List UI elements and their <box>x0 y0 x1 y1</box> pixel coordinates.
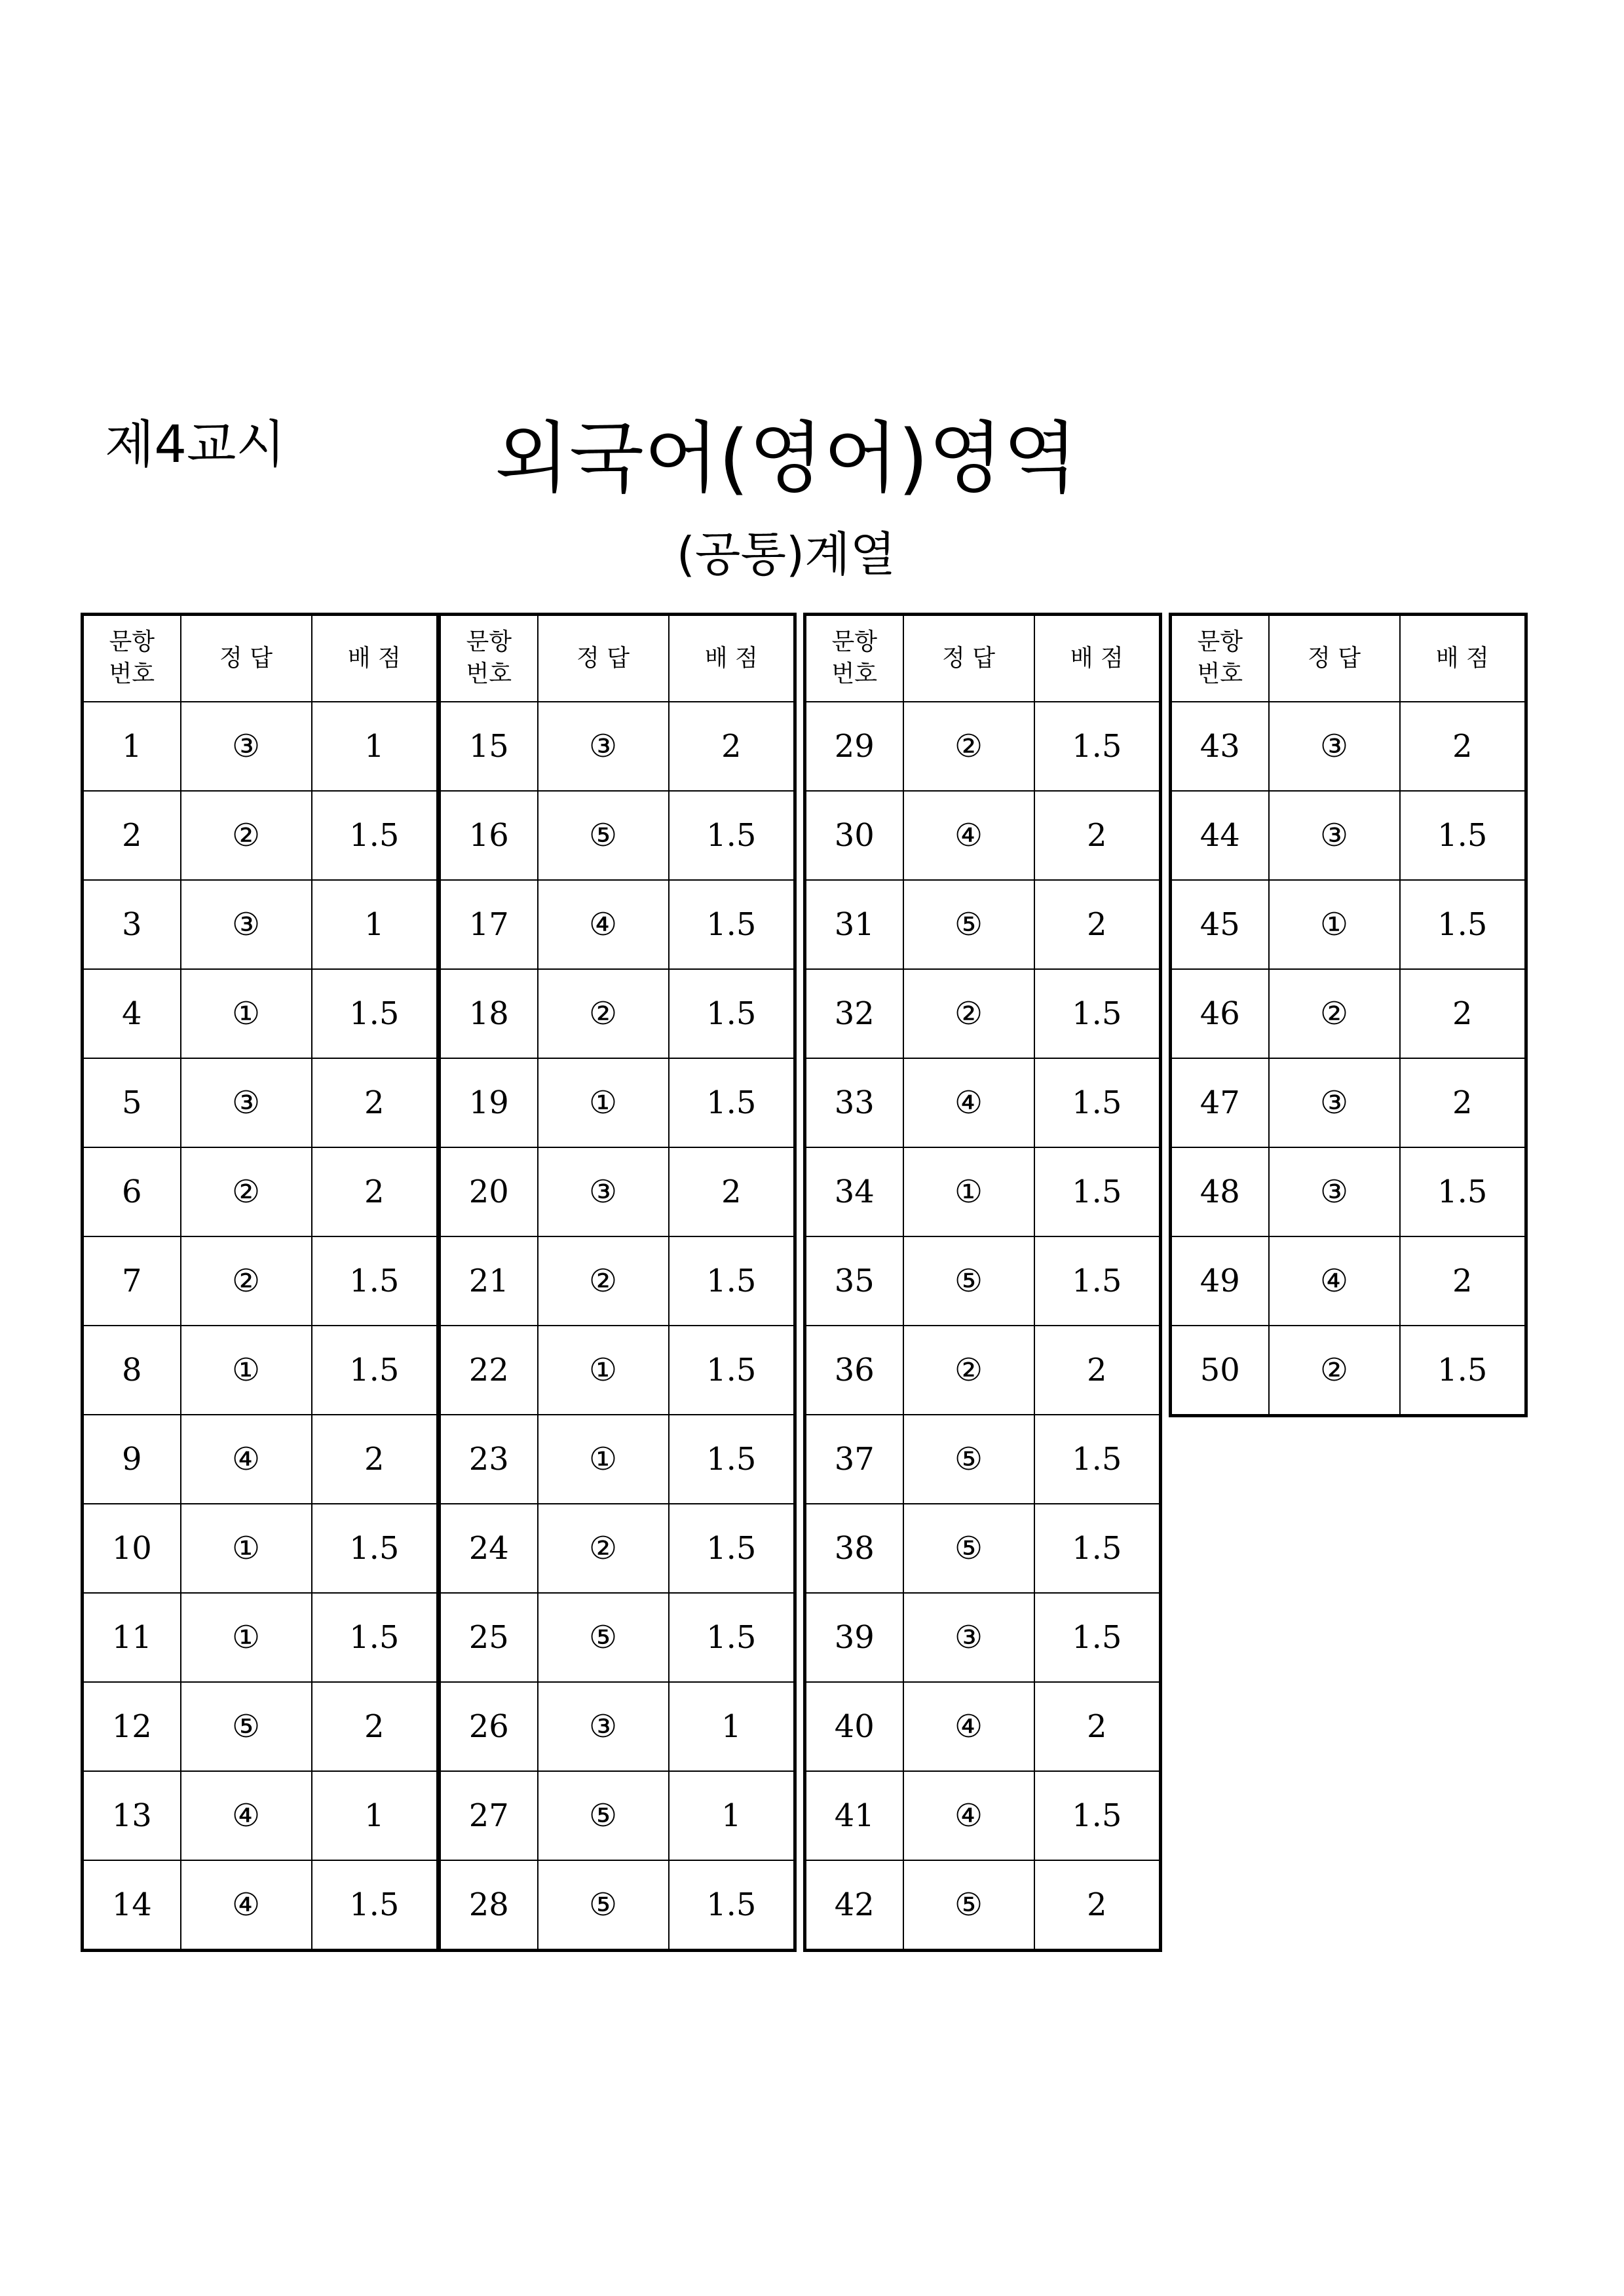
correct-answer: ④ <box>903 791 1034 880</box>
score-value: 1.5 <box>669 1860 795 1951</box>
score-value: 2 <box>1400 1236 1526 1326</box>
score-value: 1.5 <box>312 1593 438 1682</box>
question-number: 7 <box>83 1236 181 1326</box>
score-value: 1.5 <box>1400 1147 1526 1236</box>
score-value: 1 <box>669 1771 795 1860</box>
table-row <box>805 880 1161 969</box>
table-row <box>805 791 1161 880</box>
table-row <box>1171 969 1526 1058</box>
table-row <box>440 1236 795 1326</box>
table-row <box>1171 1058 1526 1147</box>
table-row <box>805 1058 1161 1147</box>
score-value: 2 <box>1400 702 1526 791</box>
score-value: 1.5 <box>1034 1147 1161 1236</box>
correct-answer: ① <box>1269 880 1400 969</box>
question-number: 45 <box>1171 880 1269 969</box>
score-value: 1.5 <box>669 1593 795 1682</box>
correct-answer: ⑤ <box>538 791 669 880</box>
correct-answer: ② <box>538 1504 669 1593</box>
correct-answer: ① <box>538 1326 669 1415</box>
correct-answer: ⑤ <box>538 1771 669 1860</box>
question-number-header <box>1171 615 1269 702</box>
question-number: 43 <box>1171 702 1269 791</box>
score-value: 1.5 <box>669 791 795 880</box>
question-number: 6 <box>83 1147 181 1236</box>
correct-answer: ③ <box>1269 791 1400 880</box>
question-number: 50 <box>1171 1326 1269 1416</box>
question-number: 47 <box>1171 1058 1269 1147</box>
table-row <box>440 1593 795 1682</box>
question-number: 48 <box>1171 1147 1269 1236</box>
score-value: 2 <box>1400 969 1526 1058</box>
score-value: 1.5 <box>669 880 795 969</box>
answer-header: 정 답 <box>1269 615 1400 702</box>
correct-answer: ⑤ <box>181 1682 312 1771</box>
correct-answer: ④ <box>181 1771 312 1860</box>
correct-answer: ④ <box>1269 1236 1400 1326</box>
question-number: 26 <box>440 1682 538 1771</box>
correct-answer: ③ <box>538 1682 669 1771</box>
correct-answer: ① <box>181 1504 312 1593</box>
table-row <box>440 1326 795 1415</box>
header-label: 문항 <box>109 628 155 656</box>
correct-answer: ④ <box>903 1771 1034 1860</box>
table-row <box>440 1682 795 1771</box>
question-number: 30 <box>805 791 903 880</box>
table-row <box>440 1504 795 1593</box>
score-value: 1.5 <box>669 1415 795 1504</box>
table-row <box>1171 702 1526 791</box>
table-row <box>440 702 795 791</box>
score-value: 1.5 <box>312 1504 438 1593</box>
correct-answer: ③ <box>181 1058 312 1147</box>
score-value: 2 <box>312 1415 438 1504</box>
correct-answer: ④ <box>181 1860 312 1951</box>
correct-answer: ① <box>181 1326 312 1415</box>
correct-answer: ⑤ <box>903 1504 1034 1593</box>
score-value: 1.5 <box>312 1236 438 1326</box>
table-row <box>83 1504 438 1593</box>
correct-answer: ③ <box>1269 1147 1400 1236</box>
score-value: 1.5 <box>1034 702 1161 791</box>
correct-answer: ⑤ <box>538 1593 669 1682</box>
header-label: 문항 <box>1197 628 1243 656</box>
correct-answer: ⑤ <box>903 1236 1034 1326</box>
question-number: 5 <box>83 1058 181 1147</box>
table-row <box>805 1326 1161 1415</box>
correct-answer: ⑤ <box>538 1860 669 1951</box>
question-number: 4 <box>83 969 181 1058</box>
table-row <box>83 1236 438 1326</box>
score-value: 2 <box>669 1147 795 1236</box>
score-value: 1.5 <box>1034 969 1161 1058</box>
table-row <box>805 1236 1161 1326</box>
score-value: 1.5 <box>1034 1771 1161 1860</box>
score-value: 1.5 <box>669 1236 795 1326</box>
score-value: 1.5 <box>312 791 438 880</box>
score-value: 1 <box>312 702 438 791</box>
correct-answer: ③ <box>538 1147 669 1236</box>
score-value: 1 <box>312 880 438 969</box>
question-number: 12 <box>83 1682 181 1771</box>
question-number: 49 <box>1171 1236 1269 1326</box>
correct-answer: ② <box>538 969 669 1058</box>
table-row <box>805 1415 1161 1504</box>
answer-header: 정 답 <box>903 615 1034 702</box>
question-number: 40 <box>805 1682 903 1771</box>
correct-answer: ② <box>538 1236 669 1326</box>
correct-answer: ⑤ <box>903 880 1034 969</box>
header-label: 번호 <box>466 660 512 687</box>
question-number: 44 <box>1171 791 1269 880</box>
score-value: 2 <box>1034 880 1161 969</box>
question-number: 25 <box>440 1593 538 1682</box>
question-number: 14 <box>83 1860 181 1951</box>
score-header: 배 점 <box>1034 615 1161 702</box>
score-value: 1.5 <box>1034 1593 1161 1682</box>
correct-answer: ③ <box>181 702 312 791</box>
table-row <box>83 1147 438 1236</box>
table-row <box>83 1415 438 1504</box>
correct-answer: ① <box>181 969 312 1058</box>
question-number: 13 <box>83 1771 181 1860</box>
answer-header: 정 답 <box>538 615 669 702</box>
correct-answer: ④ <box>181 1415 312 1504</box>
score-value: 1 <box>312 1771 438 1860</box>
score-value: 1.5 <box>1400 791 1526 880</box>
table-row <box>1171 880 1526 969</box>
question-number: 46 <box>1171 969 1269 1058</box>
table-row <box>440 1147 795 1236</box>
table-header-row <box>1171 615 1526 702</box>
header-label: 번호 <box>109 660 155 687</box>
question-number: 38 <box>805 1504 903 1593</box>
correct-answer: ③ <box>181 880 312 969</box>
table-row <box>805 1504 1161 1593</box>
table-row <box>440 1058 795 1147</box>
table-row <box>83 1860 438 1951</box>
exam-period: 제4교시 <box>105 415 286 474</box>
table-row <box>805 1682 1161 1771</box>
table-row <box>83 969 438 1058</box>
answer-header: 정 답 <box>181 615 312 702</box>
question-number: 34 <box>805 1147 903 1236</box>
table-row <box>440 791 795 880</box>
table-row <box>83 1326 438 1415</box>
header-label: 문항 <box>831 628 878 656</box>
correct-answer: ③ <box>1269 702 1400 791</box>
score-value: 1.5 <box>312 969 438 1058</box>
question-number: 42 <box>805 1860 903 1951</box>
header-label: 번호 <box>1197 660 1243 687</box>
question-number: 27 <box>440 1771 538 1860</box>
question-number: 16 <box>440 791 538 880</box>
question-number: 36 <box>805 1326 903 1415</box>
question-number: 35 <box>805 1236 903 1326</box>
score-value: 2 <box>1034 791 1161 880</box>
question-number: 10 <box>83 1504 181 1593</box>
table-row <box>440 1771 795 1860</box>
correct-answer: ① <box>903 1147 1034 1236</box>
score-value: 1.5 <box>669 1326 795 1415</box>
question-number-header <box>440 615 538 702</box>
question-number: 11 <box>83 1593 181 1682</box>
page-title: 외국어(영어)영역 <box>495 413 1078 503</box>
table-row <box>440 880 795 969</box>
correct-answer: ① <box>538 1415 669 1504</box>
header-label: 문항 <box>466 628 512 656</box>
table-row <box>440 969 795 1058</box>
table-header-row <box>440 615 795 702</box>
correct-answer: ② <box>181 1236 312 1326</box>
score-value: 1.5 <box>669 969 795 1058</box>
table-row <box>83 1771 438 1860</box>
question-number: 2 <box>83 791 181 880</box>
answer-block-1 <box>81 613 440 1952</box>
question-number: 8 <box>83 1326 181 1415</box>
score-header: 배 점 <box>669 615 795 702</box>
correct-answer: ② <box>903 702 1034 791</box>
question-number: 19 <box>440 1058 538 1147</box>
score-header: 배 점 <box>312 615 438 702</box>
question-number: 21 <box>440 1236 538 1326</box>
score-value: 1.5 <box>669 1058 795 1147</box>
score-value: 1.5 <box>1034 1415 1161 1504</box>
score-value: 2 <box>1034 1860 1161 1951</box>
question-number: 9 <box>83 1415 181 1504</box>
correct-answer: ④ <box>903 1058 1034 1147</box>
question-number: 41 <box>805 1771 903 1860</box>
table-row <box>1171 1326 1526 1416</box>
question-number: 3 <box>83 880 181 969</box>
answer-block-4 <box>1169 613 1528 1417</box>
question-number: 39 <box>805 1593 903 1682</box>
correct-answer: ② <box>181 1147 312 1236</box>
question-number: 15 <box>440 702 538 791</box>
table-header-row <box>805 615 1161 702</box>
table-row <box>83 1593 438 1682</box>
correct-answer: ⑤ <box>903 1860 1034 1951</box>
score-value: 1.5 <box>669 1504 795 1593</box>
table-row <box>440 1415 795 1504</box>
question-number: 32 <box>805 969 903 1058</box>
correct-answer: ③ <box>1269 1058 1400 1147</box>
table-row <box>440 1860 795 1951</box>
table-row <box>1171 1236 1526 1326</box>
score-header: 배 점 <box>1400 615 1526 702</box>
score-value: 1.5 <box>1400 880 1526 969</box>
question-number: 31 <box>805 880 903 969</box>
question-number-header <box>805 615 903 702</box>
table-row <box>805 1771 1161 1860</box>
question-number: 20 <box>440 1147 538 1236</box>
question-number: 37 <box>805 1415 903 1504</box>
answer-block-3 <box>803 613 1162 1952</box>
table-row <box>1171 791 1526 880</box>
correct-answer: ① <box>538 1058 669 1147</box>
score-value: 2 <box>1400 1058 1526 1147</box>
score-value: 2 <box>669 702 795 791</box>
score-value: 1.5 <box>1034 1504 1161 1593</box>
correct-answer: ② <box>1269 1326 1400 1416</box>
table-row <box>83 1058 438 1147</box>
score-value: 1.5 <box>312 1860 438 1951</box>
score-value: 1.5 <box>312 1326 438 1415</box>
question-number: 18 <box>440 969 538 1058</box>
correct-answer: ④ <box>903 1682 1034 1771</box>
score-value: 1 <box>669 1682 795 1771</box>
question-number: 33 <box>805 1058 903 1147</box>
score-value: 2 <box>312 1147 438 1236</box>
score-value: 1.5 <box>1034 1236 1161 1326</box>
table-row <box>1171 1147 1526 1236</box>
correct-answer: ⑤ <box>903 1415 1034 1504</box>
table-row <box>83 791 438 880</box>
table-row <box>805 1593 1161 1682</box>
table-header-row <box>83 615 438 702</box>
question-number: 29 <box>805 702 903 791</box>
question-number: 17 <box>440 880 538 969</box>
score-value: 2 <box>1034 1682 1161 1771</box>
page-subtitle: (공통)계열 <box>676 527 896 582</box>
score-value: 1.5 <box>1034 1058 1161 1147</box>
score-value: 1.5 <box>1400 1326 1526 1416</box>
answer-block-2 <box>438 613 797 1952</box>
header-label: 번호 <box>831 660 878 687</box>
question-number: 28 <box>440 1860 538 1951</box>
table-row <box>805 1860 1161 1951</box>
correct-answer: ② <box>181 791 312 880</box>
score-value: 2 <box>312 1058 438 1147</box>
question-number: 22 <box>440 1326 538 1415</box>
table-row <box>83 880 438 969</box>
table-row <box>83 702 438 791</box>
score-value: 2 <box>1034 1326 1161 1415</box>
question-number: 1 <box>83 702 181 791</box>
table-row <box>805 702 1161 791</box>
question-number-header <box>83 615 181 702</box>
table-row <box>83 1682 438 1771</box>
correct-answer: ④ <box>538 880 669 969</box>
table-row <box>805 1147 1161 1236</box>
correct-answer: ② <box>903 969 1034 1058</box>
question-number: 23 <box>440 1415 538 1504</box>
score-value: 2 <box>312 1682 438 1771</box>
correct-answer: ③ <box>538 702 669 791</box>
correct-answer: ① <box>181 1593 312 1682</box>
table-row <box>805 969 1161 1058</box>
question-number: 24 <box>440 1504 538 1593</box>
correct-answer: ② <box>903 1326 1034 1415</box>
correct-answer: ③ <box>903 1593 1034 1682</box>
correct-answer: ② <box>1269 969 1400 1058</box>
